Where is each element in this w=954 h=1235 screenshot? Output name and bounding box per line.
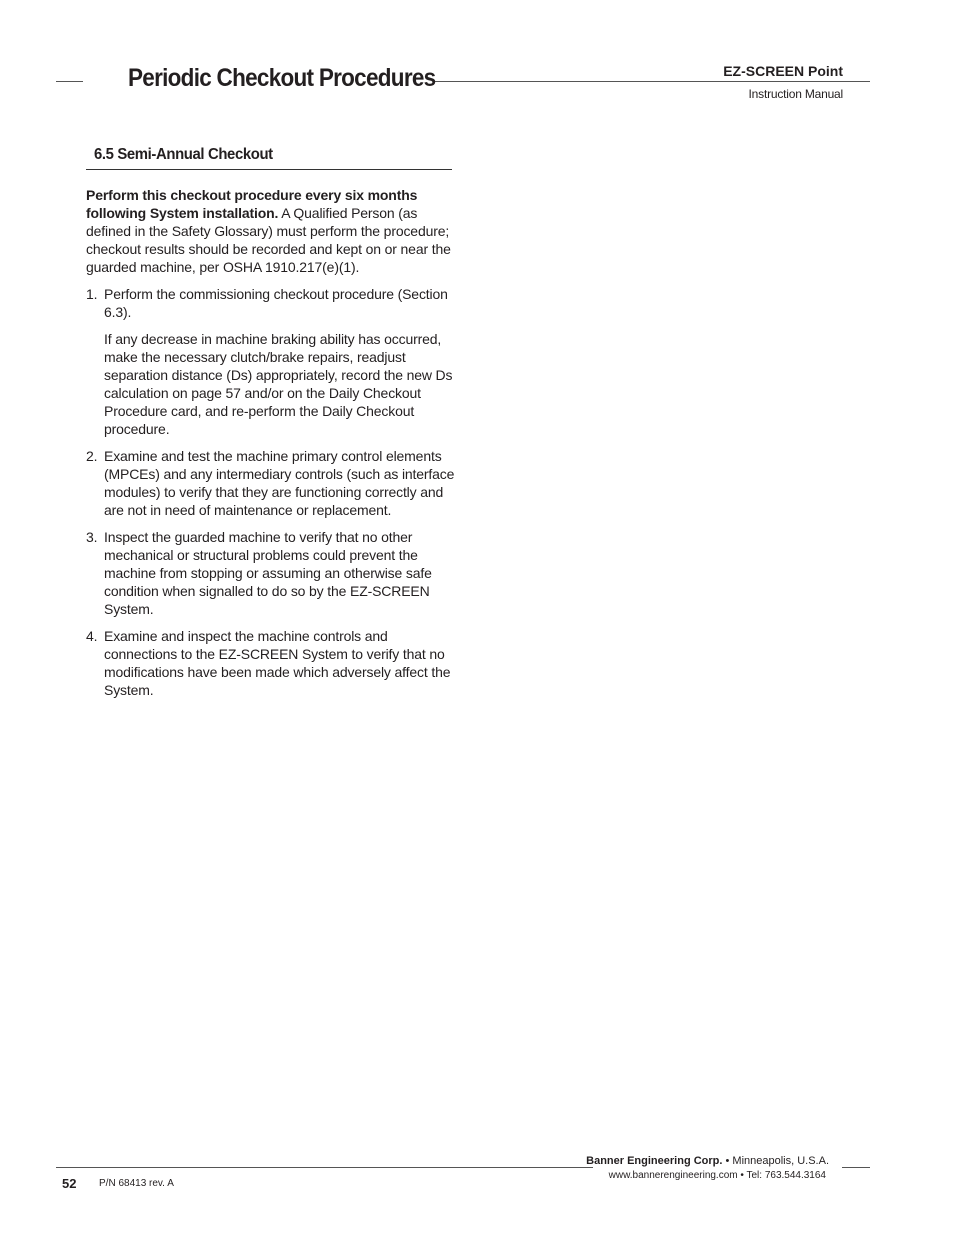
part-number: P/N 68413 rev. A — [99, 1178, 174, 1189]
product-name: EZ-SCREEN Point — [723, 63, 843, 79]
section-heading-rule — [86, 169, 452, 170]
step-item — [86, 627, 456, 699]
checkout-steps — [86, 285, 456, 699]
step-number: 3. — [86, 529, 98, 545]
page-title: Periodic Checkout Procedures — [128, 64, 436, 92]
company-name: Banner Engineering Corp. — [586, 1155, 723, 1167]
step-number: 2. — [86, 448, 98, 464]
document-type: Instruction Manual — [748, 87, 843, 101]
footer-rule-left — [56, 1167, 593, 1168]
section-body — [86, 186, 456, 708]
footer-rule-right — [842, 1167, 870, 1168]
step-item — [86, 447, 456, 519]
section-heading: 6.5 Semi-Annual Checkout — [94, 146, 273, 163]
step-text: Perform the commissioning checkout procedure (Section 6.3). — [104, 286, 448, 320]
step-item — [86, 285, 456, 438]
intro-paragraph — [86, 186, 456, 276]
step-item — [86, 528, 456, 618]
header-rule-right — [435, 81, 870, 82]
intro-bold-text: Perform this checkout procedure every six months following System installation. — [86, 187, 418, 221]
step-text: If any decrease in machine braking ability has occurred, make the necessary clutch/brake repairs, readjust separation distance (Ds) appropriately, record the new Ds calculation on page 57 and/or on the Daily Checkout Procedure card, and re-perform the Daily Checkout procedure. — [104, 331, 453, 437]
contact-line: www.bannerengineering.com • Tel: 763.544.3164 — [608, 1170, 826, 1181]
step-text: Examine and inspect the machine controls and connections to the EZ-SCREEN System to verify that no modifications have been made which adversely affect the System. — [104, 628, 451, 698]
company-location: • Minneapolis, U.S.A. — [722, 1155, 829, 1167]
step-text: Examine and test the machine primary control elements (MPCEs) and any intermediary controls (such as interface modules) to verify that they are functioning correctly and are not in need of maintenance or replacement. — [104, 448, 455, 518]
step-number: 1. — [86, 286, 98, 302]
step-text: Inspect the guarded machine to verify that no other mechanical or structural problems could prevent the machine from stopping or assuming an otherwise safe condition when signalled to do so by the EZ-SCREEN System. — [104, 529, 432, 617]
header-rule-left — [56, 81, 83, 82]
page-number: 52 — [62, 1176, 77, 1191]
company-line — [586, 1155, 829, 1167]
step-number: 4. — [86, 628, 98, 644]
intro-text: A Qualified Person (as defined in the Safety Glossary) must perform the procedure; checkout results should be recorded and kept on or near the guarded machine, per OSHA 1910.217(e)(1). — [86, 205, 451, 275]
